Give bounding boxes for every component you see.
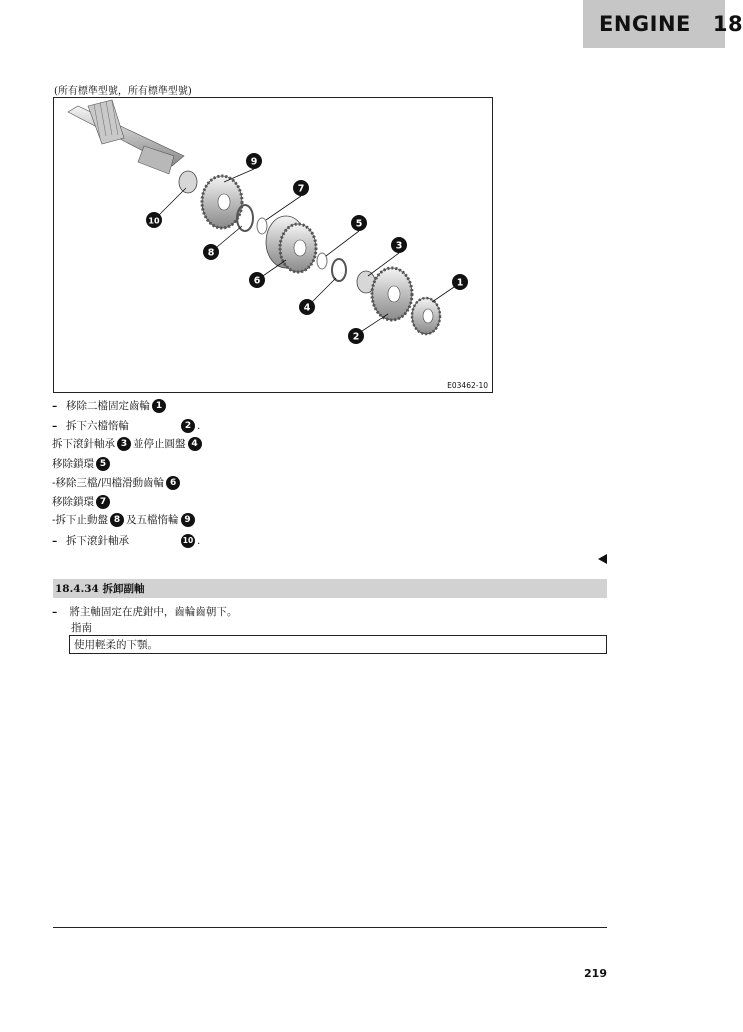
part-badge: 4 bbox=[188, 437, 202, 451]
part-badge: 2 bbox=[181, 419, 195, 433]
step-5 bbox=[52, 475, 182, 490]
step-text: 拆下滾針軸承 bbox=[66, 535, 129, 547]
lock-ring-5 bbox=[317, 253, 327, 269]
step-text: 將主軸固定在虎鉗中，齒輪齒朝下。 bbox=[69, 606, 238, 618]
callout-7 bbox=[293, 180, 309, 196]
step-dash: – bbox=[52, 419, 58, 432]
chapter-title: ENGINE bbox=[599, 12, 691, 36]
step-text: 移除鎖環 bbox=[52, 458, 94, 470]
hint-label: 指南 bbox=[71, 622, 92, 634]
callout-5 bbox=[351, 215, 367, 231]
exploded-gear-diagram bbox=[53, 97, 493, 393]
step-dash: – bbox=[52, 606, 58, 618]
callout-5-label: 5 bbox=[355, 218, 363, 230]
gear-illustration bbox=[54, 98, 492, 392]
step-text: 移除鎖環 bbox=[52, 496, 94, 508]
gear-2 bbox=[372, 268, 412, 320]
step-text: -拆下止動盤 bbox=[52, 514, 109, 526]
gear-9 bbox=[202, 176, 242, 228]
callout-2 bbox=[348, 328, 364, 344]
step-1 bbox=[52, 398, 168, 413]
section-step bbox=[52, 604, 237, 619]
step-text-mid: 並停止圓盤 bbox=[133, 438, 186, 450]
section-heading: 18.4.34 拆卸副軸 bbox=[53, 579, 607, 598]
part-badge: 6 bbox=[166, 476, 180, 490]
step-tail: . bbox=[197, 419, 201, 432]
needle-bearing-10 bbox=[179, 171, 197, 193]
callout-6-label: 6 bbox=[253, 275, 261, 287]
step-8 bbox=[52, 533, 200, 548]
step-dash: – bbox=[52, 399, 58, 412]
continue-arrow-icon bbox=[598, 554, 607, 564]
step-text-mid: 及五檔惰輪 bbox=[126, 514, 179, 526]
part-badge: 10 bbox=[181, 534, 195, 548]
step-text: 拆下滾針軸承 bbox=[52, 438, 115, 450]
callout-8-label: 8 bbox=[207, 247, 215, 259]
gear-1 bbox=[412, 298, 440, 334]
step-text: 移除二檔固定齒輪 bbox=[66, 400, 150, 412]
stop-disc-8 bbox=[237, 205, 253, 231]
callout-10-label: 10 bbox=[148, 216, 160, 226]
callout-8 bbox=[203, 244, 219, 260]
callout-2-label: 2 bbox=[352, 331, 360, 343]
part-badge: 7 bbox=[96, 495, 110, 509]
hint-box bbox=[69, 635, 607, 654]
callout-3-label: 3 bbox=[395, 240, 403, 252]
callout-1 bbox=[452, 274, 468, 290]
callout-6 bbox=[249, 272, 265, 288]
callout-9-label: 9 bbox=[250, 156, 258, 168]
figure-code: E03462-10 bbox=[447, 381, 488, 390]
step-4 bbox=[52, 456, 112, 471]
step-6 bbox=[52, 494, 112, 509]
footer-divider bbox=[53, 927, 607, 928]
callout-1-label: 1 bbox=[456, 277, 464, 289]
chapter-number: 18 bbox=[712, 12, 743, 36]
step-tail: . bbox=[197, 534, 201, 547]
callout-4 bbox=[299, 299, 315, 315]
part-badge: 1 bbox=[152, 399, 166, 413]
stop-disc-4 bbox=[332, 259, 346, 281]
page-number: 219 bbox=[584, 967, 607, 980]
part-badge: 3 bbox=[117, 437, 131, 451]
step-dash: – bbox=[52, 534, 58, 547]
callout-3 bbox=[391, 237, 407, 253]
callout-10 bbox=[146, 212, 162, 228]
step-7 bbox=[52, 512, 197, 527]
step-2 bbox=[52, 418, 200, 433]
callout-7-label: 7 bbox=[297, 183, 305, 195]
callout-9 bbox=[246, 153, 262, 169]
hint-text: 使用輕柔的下顎。 bbox=[74, 639, 158, 651]
part-badge: 9 bbox=[181, 513, 195, 527]
part-badge: 5 bbox=[96, 457, 110, 471]
sliding-gear-6 bbox=[266, 216, 316, 272]
figure-caption: (所有標準型號，所有標準型號) bbox=[54, 86, 192, 97]
chapter-tab bbox=[583, 0, 743, 48]
step-text: -移除三檔/四檔滑動齒輪 bbox=[52, 477, 165, 489]
callout-4-label: 4 bbox=[303, 302, 311, 314]
part-badge: 8 bbox=[110, 513, 124, 527]
lock-ring-7 bbox=[257, 218, 267, 234]
main-shaft bbox=[68, 100, 184, 174]
step-3 bbox=[52, 436, 204, 451]
step-text: 拆下六檔惰輪 bbox=[66, 420, 129, 432]
